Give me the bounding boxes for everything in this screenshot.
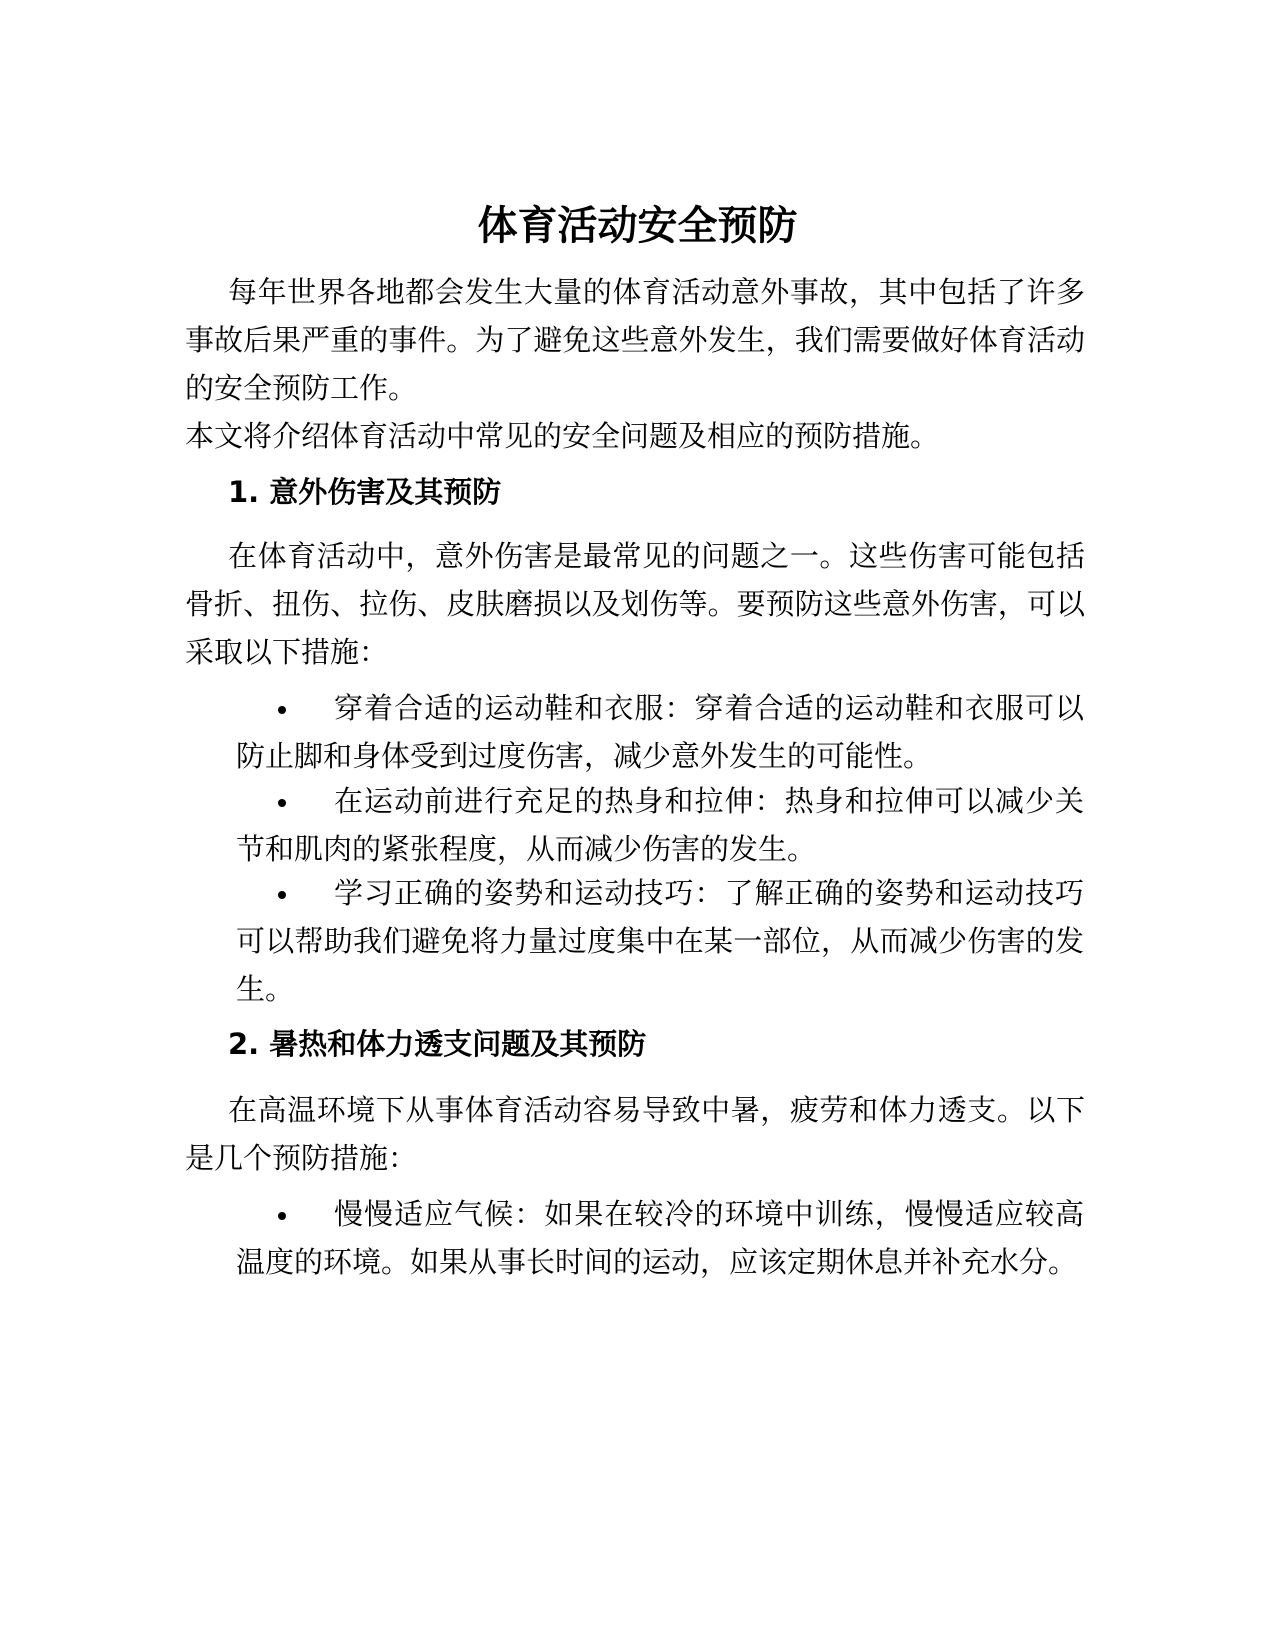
section-1-bullet: 学习正确的姿势和运动技巧：了解正确的姿势和运动技巧可以帮助我们避免将力量过度集中在某一部位，从而减少伤害的发生。 — [236, 876, 1084, 1006]
document-title: 体育活动安全预防 — [477, 203, 798, 249]
section-2-heading: 2. 暑热和体力透支问题及其预防 — [228, 1027, 647, 1061]
section-1-heading: 1. 意外伤害及其预防 — [228, 475, 502, 509]
intro-paragraph: 每年世界各地都会发生大量的体育活动意外事故，其中包括了许多事故后果严重的事件。为了避免这些意外发生，我们需要做好体育活动的安全预防工作。 — [185, 275, 1085, 405]
section-1-bullet: 穿着合适的运动鞋和衣服：穿着合适的运动鞋和衣服可以防止脚和身体受到过度伤害，减少意外发生的可能性。 — [236, 691, 1084, 773]
section-2-bullet: 慢慢适应气候：如果在较冷的环境中训练，慢慢适应较高温度的环境。如果从事长时间的运动，应该定期休息并补充水分。 — [236, 1197, 1084, 1279]
intro-summary: 本文将介绍体育活动中常见的安全问题及相应的预防措施。 — [185, 419, 940, 453]
section-2-paragraph: 在高温环境下从事体育活动容易导致中暑，疲劳和体力透支。以下是几个预防措施： — [185, 1093, 1085, 1175]
section-1-paragraph: 在体育活动中，意外伤害是最常见的问题之一。这些伤害可能包括骨折、扭伤、拉伤、皮肤磨损以及划伤等。要预防这些意外伤害，可以采取以下措施： — [185, 539, 1085, 669]
section-1-bullet: 在运动前进行充足的热身和拉伸：热身和拉伸可以减少关节和肌肉的紧张程度，从而减少伤害的发生。 — [236, 784, 1084, 866]
